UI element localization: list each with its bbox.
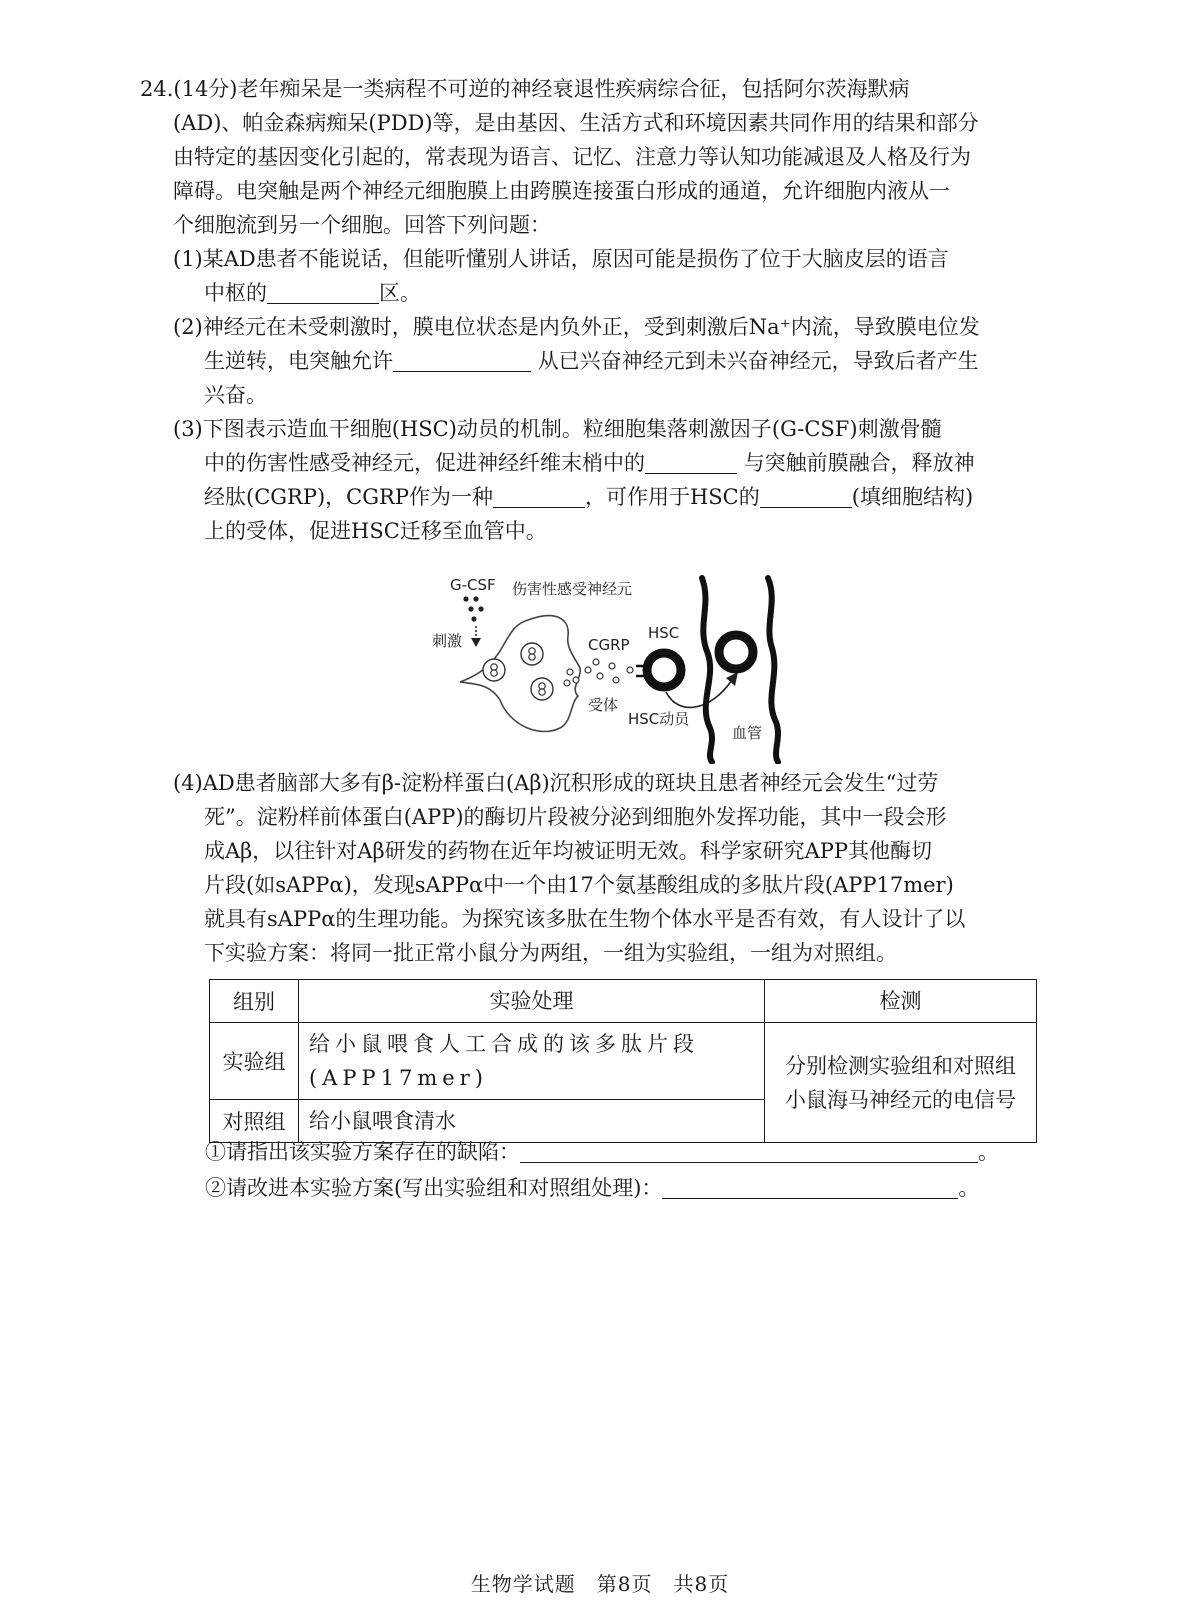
answer-blank[interactable] xyxy=(645,451,737,474)
gcsf-dot xyxy=(463,596,468,601)
question-24 xyxy=(140,72,1070,548)
hsc-label: HSC xyxy=(648,624,680,642)
part-4-line: 成Aβ，以往针对Aβ研发的药物在近年均被证明无效。科学家研究APP其他酶切 xyxy=(204,839,933,863)
vesicle xyxy=(531,678,553,700)
vesicle xyxy=(483,659,505,681)
part-4-line: 片段(如sAPPα)，发现sAPPα中一个由17个氨基酸组成的多肽片段(APP17mer) xyxy=(204,873,954,897)
table-row xyxy=(210,1023,1037,1100)
detection-cell: 分别检测实验组和对照组小鼠海马神经元的电信号 xyxy=(765,1023,1037,1143)
intro-line: 24.(14分)老年痴呆是一类病程不可逆的神经衰退性疾病综合征，包括阿尔茨海默病 xyxy=(140,77,910,101)
part-2-line: 生逆转，电突触允许 从已兴奋神经元到未兴奋神经元，导致后者产生 xyxy=(204,349,979,373)
part-2-line: 兴奋。 xyxy=(204,383,267,407)
vessel-wall xyxy=(702,578,712,762)
intro-line: (AD)、帕金森病痴呆(PDD)等，是由基因、生活方式和环境因素共同作用的结果和部分 xyxy=(173,111,979,135)
intro-line: 由特定的基因变化引起的，常表现为语言、记忆、注意力等认知功能减退及人格及行为 xyxy=(173,145,971,169)
table-header: 实验处理 xyxy=(299,980,765,1023)
vessel-wall xyxy=(768,578,778,762)
group-cell: 对照组 xyxy=(210,1100,299,1143)
part-4-line: 死”。淀粉样前体蛋白(APP)的酶切片段被分泌到细胞外发挥功能，其中一段会形 xyxy=(204,805,947,829)
stimulus-label: 刺激 xyxy=(432,632,463,650)
gcsf-dot xyxy=(468,606,473,611)
page-footer: 生物学试题 第8页 共8页 xyxy=(470,1572,730,1596)
arrow-head-icon xyxy=(471,638,481,647)
gcsf-label: G-CSF xyxy=(450,576,496,594)
part-1-line: 中枢的 区。 xyxy=(204,281,421,305)
table-header: 检测 xyxy=(765,980,1037,1023)
part-3-line: 上的受体，促进HSC迁移至血管中。 xyxy=(204,519,547,543)
hsc-cell xyxy=(719,635,753,669)
subquestion-2: ②请改进本实验方案(写出实验组和对照组处理)： 。 xyxy=(205,1176,980,1200)
intro-line: 个细胞流到另一个细胞。回答下列问题： xyxy=(173,213,551,237)
hsc-cell xyxy=(647,653,681,687)
part-1-line: (1)某AD患者不能说话，但能听懂别人讲话，原因可能是损伤了位于大脑皮层的语言 xyxy=(173,247,949,271)
experiment-table xyxy=(209,979,1037,1143)
answer-blank[interactable] xyxy=(760,485,852,508)
answer-blank[interactable] xyxy=(393,349,531,372)
table-header: 组别 xyxy=(210,980,299,1023)
vesicle xyxy=(521,643,543,665)
neuron-label: 伤害性感受神经元 xyxy=(512,580,633,598)
receptor-label: 受体 xyxy=(588,696,619,714)
group-cell: 实验组 xyxy=(210,1023,299,1100)
part-2-line: (2)神经元在未受刺激时，膜电位状态是内负外正，受到刺激后Na⁺内流，导致膜电位发 xyxy=(173,315,980,339)
question-24-part-4 xyxy=(140,766,1070,970)
answer-blank[interactable] xyxy=(493,485,585,508)
hsc-mobilize-label: HSC动员 xyxy=(628,710,690,728)
gcsf-dot xyxy=(478,606,483,611)
vessel-label: 血管 xyxy=(732,724,763,742)
treatment-cell: 给小鼠喂食清水 xyxy=(299,1100,765,1143)
part-4-line: 下实验方案：将同一批正常小鼠分为两组，一组为实验组，一组为对照组。 xyxy=(204,941,897,965)
answer-blank[interactable] xyxy=(267,281,379,304)
part-4-line: (4)AD患者脑部大多有β-淀粉样蛋白(Aβ)沉积形成的斑块且患者神经元会发生“过劳 xyxy=(173,771,939,795)
subquestion-1: ①请指出该实验方案存在的缺陷： 。 xyxy=(205,1140,999,1164)
table-header-row xyxy=(210,980,1037,1023)
part-3-line: 经肽(CGRP)，CGRP作为一种 ，可作用于HSC的 (填细胞结构) xyxy=(204,485,974,509)
hsc-mobilization-diagram xyxy=(420,566,810,764)
answer-blank[interactable] xyxy=(662,1176,958,1199)
treatment-cell: 给小鼠喂食人工合成的该多肽片段(APP17mer) xyxy=(299,1023,765,1100)
arrow-head-icon xyxy=(726,672,738,686)
cgrp-label: CGRP xyxy=(588,636,630,654)
part-4-line: 就具有sAPPα的生理功能。为探究该多肽在生物个体水平是否有效，有人设计了以 xyxy=(204,907,966,931)
part-3-line: 中的伤害性感受神经元，促进神经纤维末梢中的 与突触前膜融合，释放神 xyxy=(204,451,975,475)
neuron-body xyxy=(460,616,580,732)
gcsf-dot xyxy=(471,616,476,621)
answer-blank[interactable] xyxy=(520,1140,978,1163)
gcsf-dot xyxy=(473,596,478,601)
part-3-line: (3)下图表示造血干细胞(HSC)动员的机制。粒细胞集落刺激因子(G-CSF)刺激骨髓 xyxy=(173,417,942,441)
intro-line: 障碍。电突触是两个神经元细胞膜上由跨膜连接蛋白形成的通道，允许细胞内液从一 xyxy=(173,179,950,203)
